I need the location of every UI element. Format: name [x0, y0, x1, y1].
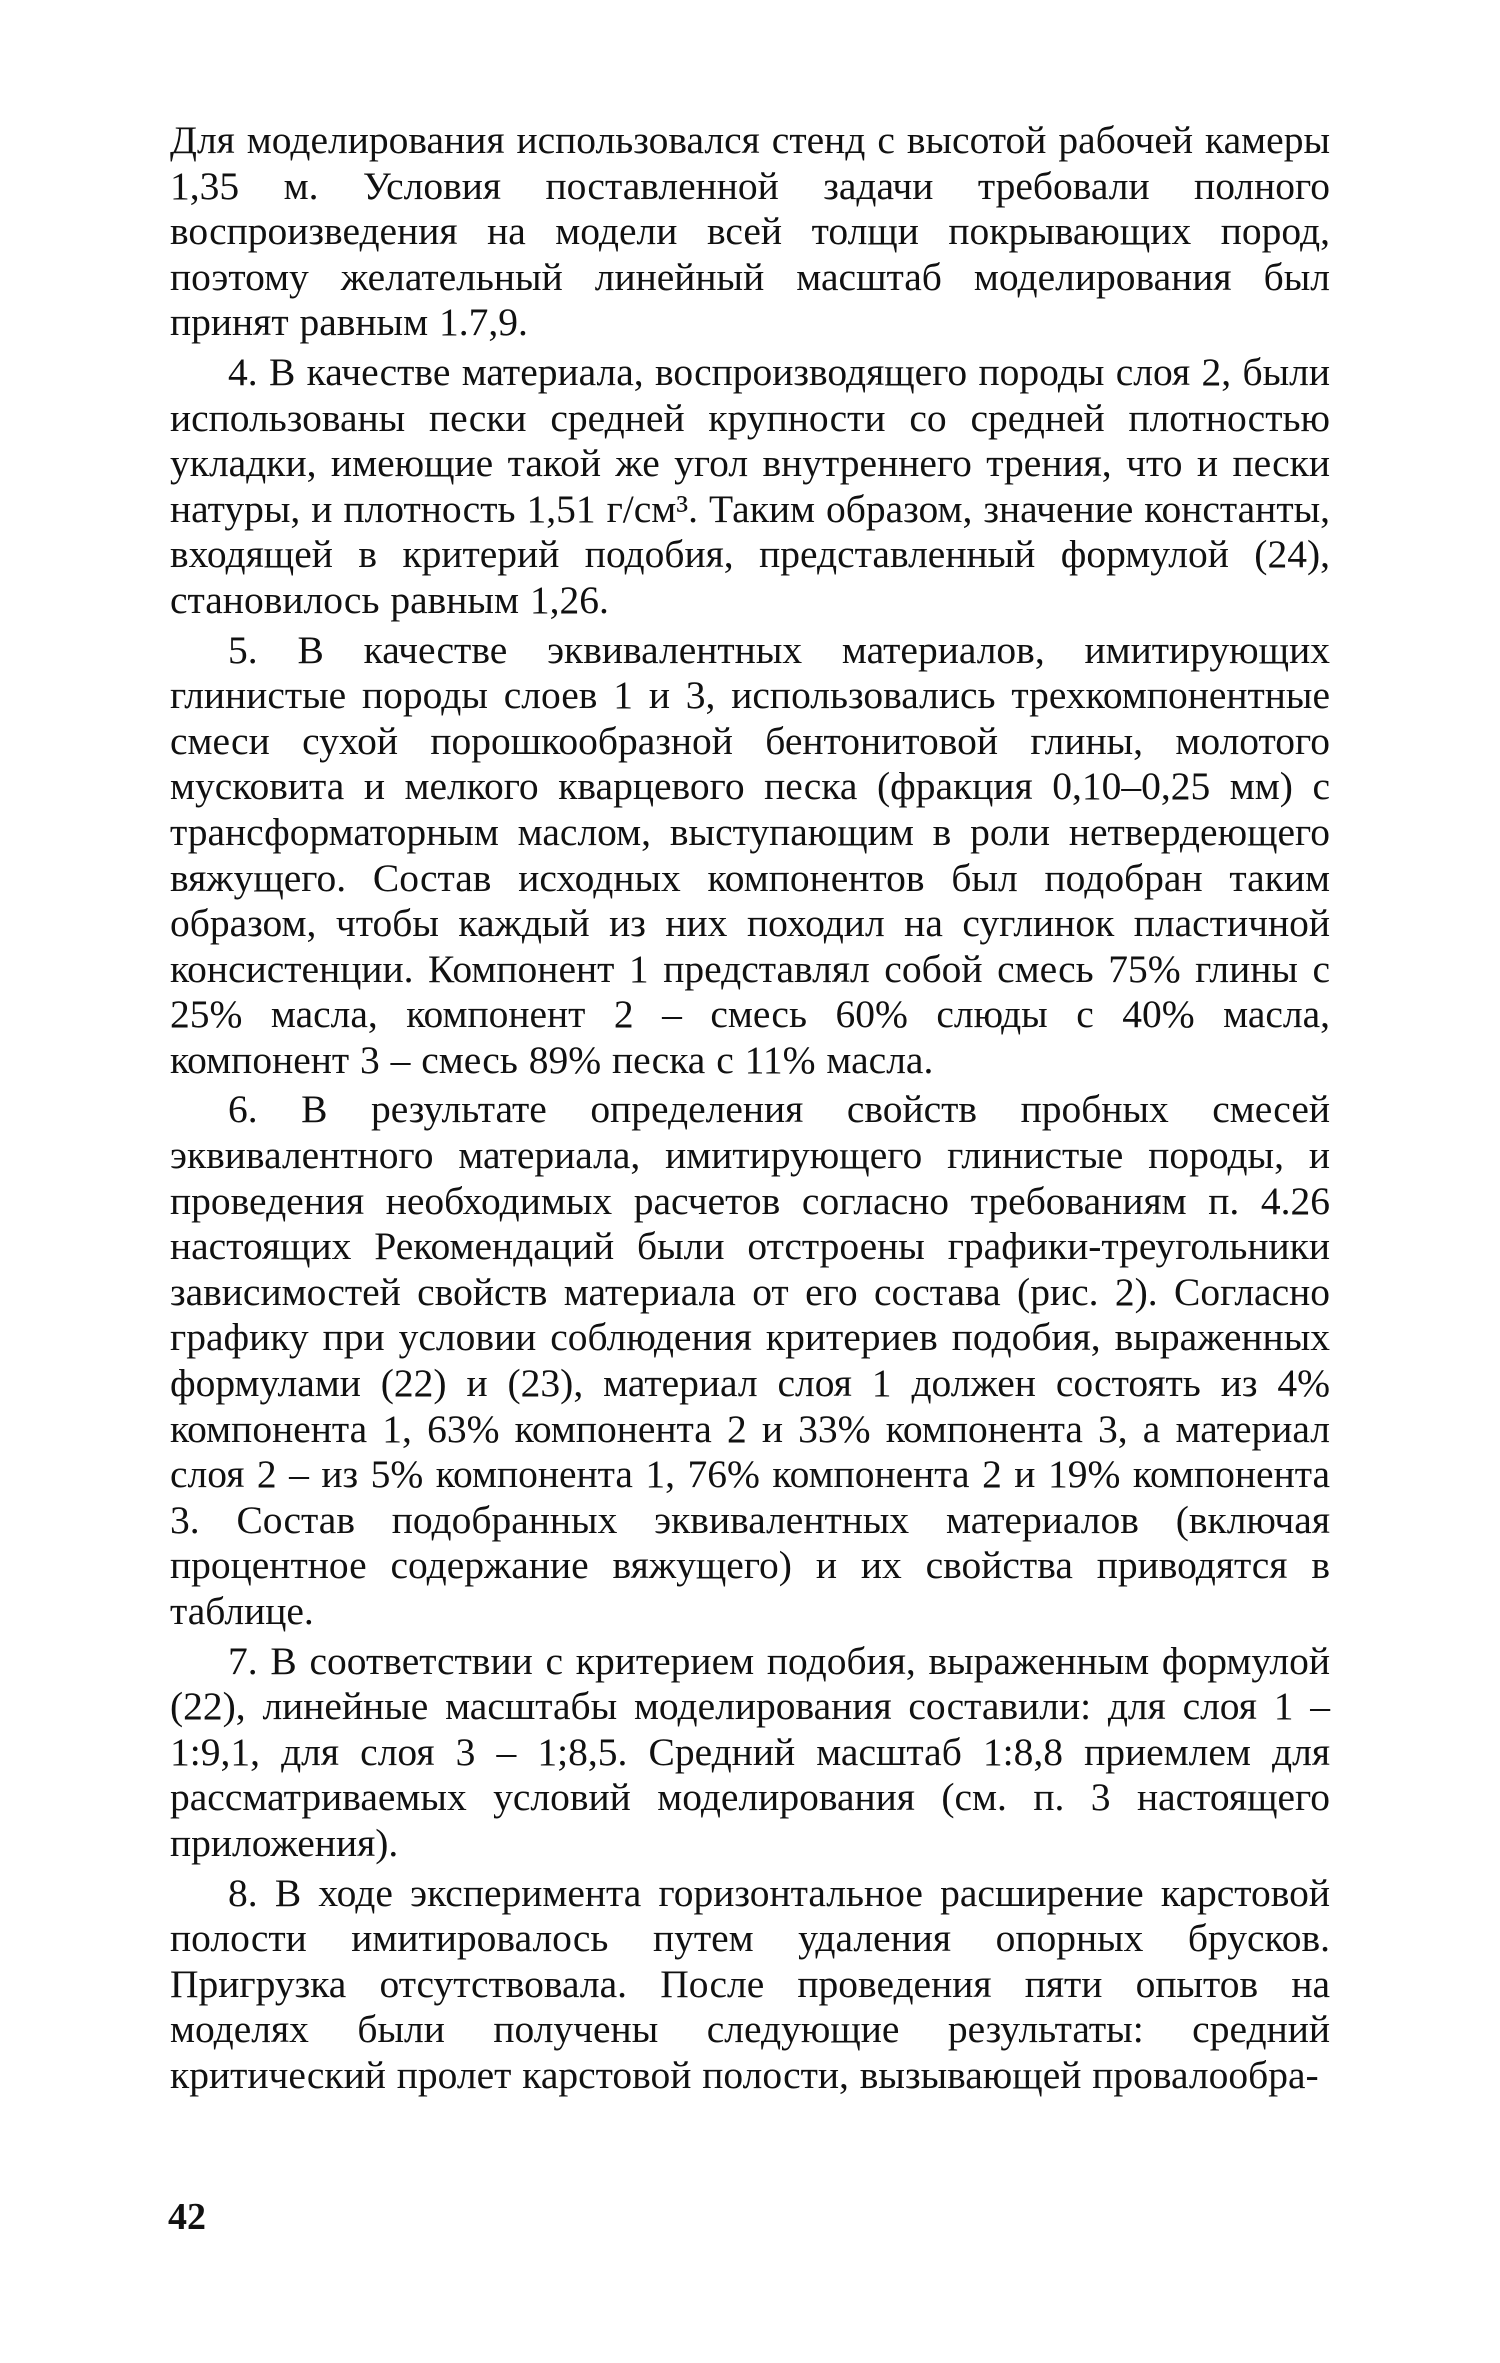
- paragraph-item-8: 8. В ходе эксперимента горизонтальное расширение карстовой полости имитировалось путем удаления опорных брусков. Пригрузка отсутствовала. После проведения пяти опытов на моделях были получены следующие результаты: средний критический пролет карстовой полости, вызывающей провалообра-: [170, 1870, 1330, 2097]
- body-text: [170, 118, 1330, 2099]
- paragraph-item-7: 7. В соответствии с критерием подобия, выраженным формулой (22), линейные масштабы моделирования составили: для слоя 1 – 1:9,1, для слоя 3 – 1;8,5. Средний масштаб 1:8,8 приемлем для рассматриваемых условий моделирования (см. п. 3 настоящего приложения).: [170, 1638, 1330, 1865]
- paragraph-continuation: Для моделирования использовался стенд с высотой рабочей камеры 1,35 м. Условия поставленной задачи требовали полного воспроизведения на модели всей толщи покрывающих пород, поэтому желательный линейный масштаб моделирования был принят равным 1.7,9.: [170, 118, 1330, 345]
- paragraph-item-5: 5. В качестве эквивалентных материалов, имитирующих глинистые породы слоев 1 и 3, использовались трехкомпонентные смеси сухой порошкообразной бентонитовой глины, молотого мусковита и мелкого кварцевого песка (фракция 0,10–0,25 мм) с трансформаторным маслом, выступающим в роли нетвердеющего вяжущего. Состав исходных компонентов был подобран таким образом, чтобы каждый из них походил на суглинок пластичной консистенции. Компонент 1 представлял собой смесь 75% глины с 25% масла, компонент 2 – смесь 60% слюды с 40% масла, компонент 3 – смесь 89% песка с 11% масла.: [170, 627, 1330, 1082]
- paragraph-item-6: 6. В результате определения свойств пробных смесей эквивалентного материала, имитирующего глинистые породы, и проведения необходимых расчетов согласно требованиям п. 4.26 настоящих Рекомендаций были отстроены графики-треугольники зависимостей свойств материала от его состава (рис. 2). Согласно графику при условии соблюдения критериев подобия, выраженных формулами (22) и (23), материал слоя 1 должен состоять из 4% компонента 1, 63% компонента 2 и 33% компонента 3, а материал слоя 2 – из 5% компонента 1, 76% компонента 2 и 19% компонента 3. Состав подобранных эквивалентных материалов (включая процентное содержание вяжущего) и их свойства приводятся в таблице.: [170, 1087, 1330, 1633]
- paragraph-item-4: 4. В качестве материала, воспроизводящего породы слоя 2, были использованы пески средней крупности со средней плотностью укладки, имеющие такой же угол внутреннего трения, что и пески натуры, и плотность 1,51 г/см³. Таким образом, значение константы, входящей в критерий подобия, представленный формулой (24), становилось равным 1,26.: [170, 349, 1330, 622]
- page-number: 42: [168, 2196, 206, 2238]
